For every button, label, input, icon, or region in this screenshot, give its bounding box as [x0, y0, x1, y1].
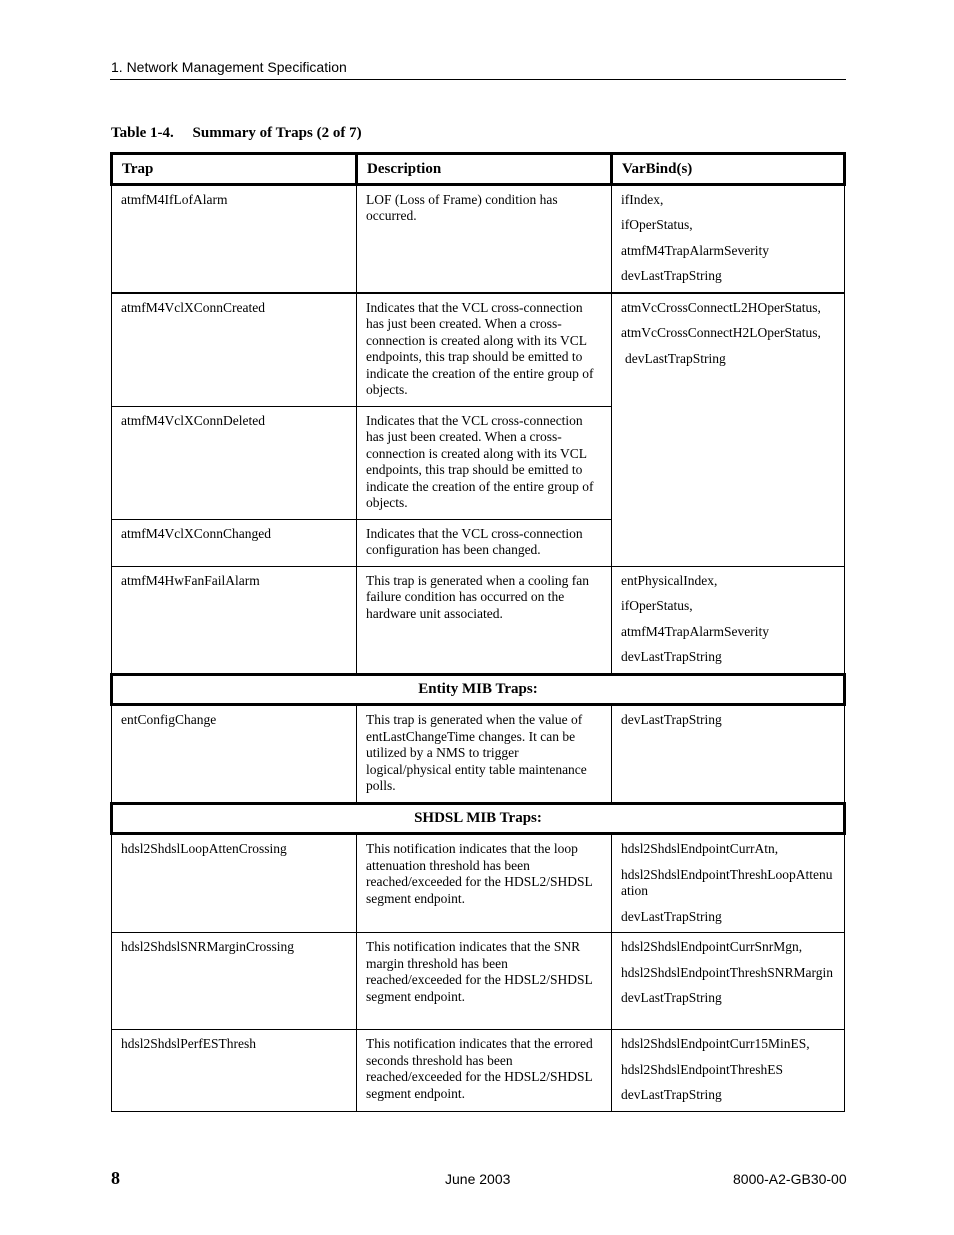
trap-description: This notification indicates that the SNR margin threshold has been reached/exceeded for the HDSL2/SHDSL segment endpoint. — [357, 933, 612, 1030]
table-row — [112, 566, 845, 674]
varbind: devLastTrapString — [621, 712, 722, 727]
trap-varbinds — [612, 933, 845, 1030]
varbind: ifOperStatus, — [621, 598, 693, 613]
table-row — [112, 834, 845, 933]
varbind: atmfM4TrapAlarmSeverity — [621, 242, 769, 258]
column-header-trap: Trap — [112, 154, 357, 185]
header-rule — [110, 79, 846, 80]
trap-description: This notification indicates that the loop attenuation threshold has been reached/exceeded for the HDSL2/SHDSL segment endpoint. — [357, 834, 612, 933]
varbind: atmfM4TrapAlarmSeverity — [621, 623, 769, 639]
varbind: hdsl2ShdslEndpointThreshES — [621, 1061, 784, 1077]
table-caption: Table 1-4. Summary of Traps (2 of 7) — [111, 125, 362, 141]
varbind: ifOperStatus, — [621, 217, 693, 232]
table-row — [112, 1030, 845, 1112]
varbind: devLastTrapString — [621, 990, 722, 1005]
table-row — [112, 293, 845, 407]
table-row — [112, 933, 845, 1030]
varbind: entPhysicalIndex, — [621, 572, 718, 588]
trap-description: This trap is generated when a cooling fan failure condition has occurred on the hardware unit associated. — [357, 566, 612, 674]
trap-name: hdsl2ShdslLoopAttenCrossing — [112, 834, 357, 933]
trap-name: atmfM4HwFanFailAlarm — [112, 566, 357, 674]
varbind: hdsl2ShdslEndpointCurrAtn, — [621, 841, 779, 856]
trap-varbinds — [612, 834, 845, 933]
varbind: ifIndex, — [621, 191, 664, 207]
trap-description: Indicates that the VCL cross-connection has just been created. When a cross-connection is created along with its VCL endpoints, this trap should be emitted to indicate the creation of the entire group of objects. — [357, 293, 612, 407]
column-header-varbinds: VarBind(s) — [612, 154, 845, 185]
trap-name: hdsl2ShdslPerfESThresh — [112, 1030, 357, 1112]
trap-description: LOF (Loss of Frame) condition has occurred. — [357, 184, 612, 293]
trap-description: This trap is generated when the value of entLastChangeTime changes. It can be utilized by a NMS to trigger logical/physical entity table maintenance polls. — [357, 705, 612, 804]
varbind: hdsl2ShdslEndpointCurrSnrMgn, — [621, 939, 803, 954]
trap-description: Indicates that the VCL cross-connection configuration has been changed. — [357, 519, 612, 566]
varbind: devLastTrapString — [621, 268, 722, 283]
table-row — [112, 705, 845, 804]
traps-table — [110, 152, 846, 1112]
trap-name: atmfM4VclXConnCreated — [112, 293, 357, 407]
page-number: 8 — [111, 1168, 120, 1188]
running-head: 1. Network Management Specification — [111, 59, 347, 75]
footer-doc-id: 8000-A2-GB30-00 — [733, 1171, 847, 1187]
trap-description: This notification indicates that the errored seconds threshold has been reached/exceeded for the HDSL2/SHDSL segment endpoint. — [357, 1030, 612, 1112]
table-row — [112, 184, 845, 293]
varbind: devLastTrapString — [621, 908, 722, 924]
shdsl-mib-section-title: SHDSL MIB Traps: — [112, 803, 845, 834]
footer-date: June 2003 — [445, 1171, 511, 1187]
varbind: devLastTrapString — [625, 350, 726, 366]
varbind: devLastTrapString — [621, 649, 722, 664]
varbind: atmVcCrossConnectL2HOperStatus, — [621, 299, 821, 315]
entity-mib-section-title: Entity MIB Traps: — [112, 674, 845, 705]
varbind: atmVcCrossConnectH2LOperStatus, — [621, 325, 821, 340]
trap-name: atmfM4IfLofAlarm — [112, 184, 357, 293]
trap-varbinds — [612, 705, 845, 804]
trap-varbinds — [612, 184, 845, 293]
trap-varbinds — [612, 566, 845, 674]
trap-name: atmfM4VclXConnDeleted — [112, 406, 357, 519]
column-header-description: Description — [357, 154, 612, 185]
section-header-row — [112, 674, 845, 705]
section-header-row — [112, 803, 845, 834]
table-header-row — [112, 154, 845, 185]
trap-name: hdsl2ShdslSNRMarginCrossing — [112, 933, 357, 1030]
trap-name: atmfM4VclXConnChanged — [112, 519, 357, 566]
varbind: devLastTrapString — [621, 1087, 722, 1102]
trap-varbinds — [612, 1030, 845, 1112]
trap-name: entConfigChange — [112, 705, 357, 804]
varbind: hdsl2ShdslEndpointCurr15MinES, — [621, 1036, 810, 1051]
varbind: hdsl2ShdslEndpointThreshLoopAttenuation — [621, 866, 833, 898]
trap-varbinds — [612, 293, 845, 567]
trap-description: Indicates that the VCL cross-connection has just been created. When a cross-connection is created along with its VCL endpoints, this trap should be emitted to indicate the creation of the entire group of objects. — [357, 406, 612, 519]
varbind: hdsl2ShdslEndpointThreshSNRMargin — [621, 964, 834, 980]
